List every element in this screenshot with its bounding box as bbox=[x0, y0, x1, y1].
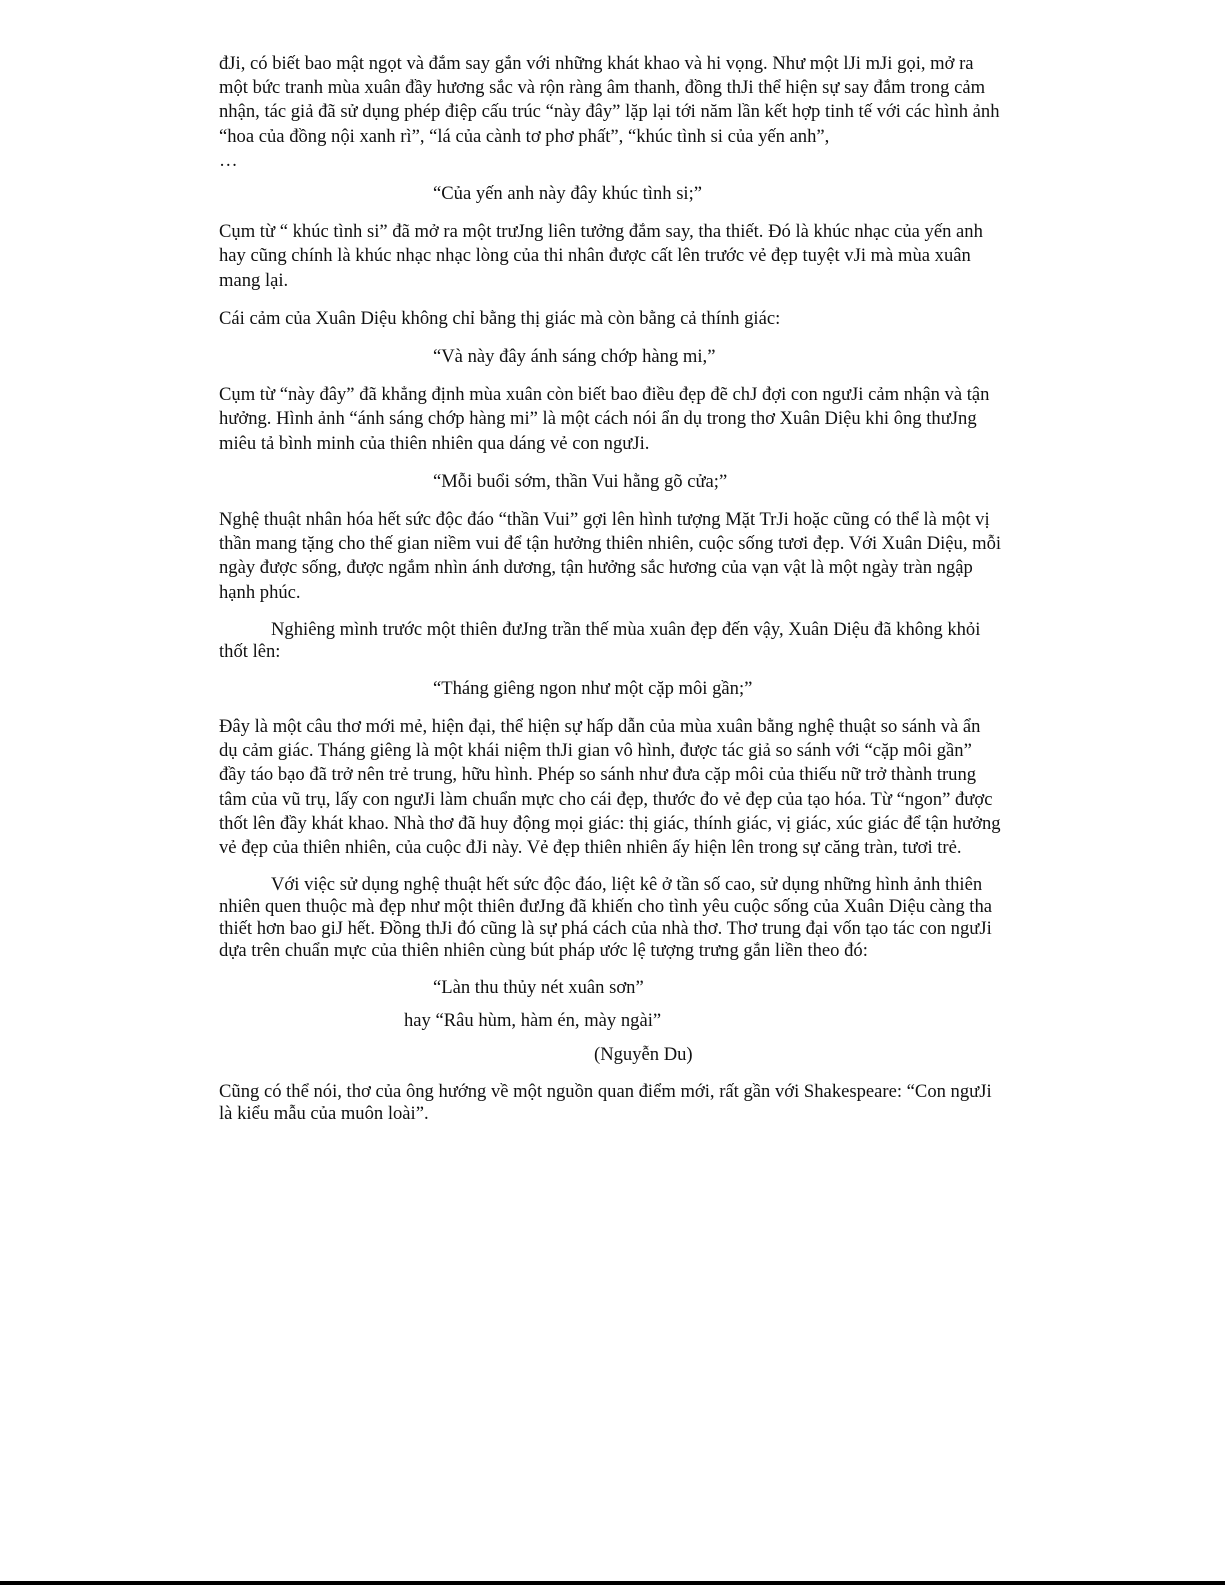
verse-line-2: “Và này đây ánh sáng chớp hàng mi,” bbox=[433, 346, 716, 368]
paragraph-3: Cái cảm của Xuân Diệu không chỉ bằng thị giác mà còn bằng cả thính giác: bbox=[219, 307, 781, 329]
paragraph-9: Cũng có thể nói, thơ của ông hướng về một nguồn quan điểm mới, rất gần với Shakespeare: “Con ngưJi là kiểu mẫu của muôn loài”. bbox=[219, 1080, 992, 1124]
verse-line-4: “Tháng giêng ngon như một cặp môi gần;” bbox=[433, 677, 753, 699]
verse-line-6: hay “Râu hùm, hàm én, mày ngài” bbox=[404, 1010, 662, 1032]
verse-line-1: “Của yến anh này đây khúc tình si;” bbox=[433, 183, 703, 205]
paragraph-4: Cụm từ “này đây” đã khẳng định mùa xuân còn biết bao điều đẹp đẽ chJ đợi con ngưJi cảm nhận và tận hưởng. Hình ảnh “ánh sáng chớp hàng mi” là một cách nói ẩn dụ trong thơ Xuân Diệu khi ông thưJng miêu tả bình minh của thiên nhiên qua dáng vẻ con ngưJi. bbox=[219, 384, 990, 454]
paragraph-2: Cụm từ “ khúc tình si” đã mở ra một trưJng liên tưởng đắm say, tha thiết. Đó là khúc nhạc của yến anh hay cũng chính là khúc nhạc nhạc lòng của thi nhân được cất lên trước vẻ đẹp tuyệt vJi mà mùa xuân mang lại. bbox=[219, 221, 983, 291]
ellipsis: … bbox=[219, 149, 238, 171]
paragraph-1: đJi, có biết bao mật ngọt và đắm say gắn với những khát khao và hi vọng. Như một lJi mJi gọi, mở ra một bức tranh mùa xuân đầy hương sắc và rộn ràng âm thanh, đồng thJi thể hiện sự say đắm trong cảm nhận, tác giả đã sử dụng phép điệp cấu trúc “này đây” lặp lại tới năm lần kết hợp tinh tế với các hình ảnh “hoa của đồng nội xanh rì”, “lá của cành tơ phơ phất”, “khúc tình si của yến anh”, bbox=[219, 53, 1000, 147]
document-body bbox=[219, 52, 1002, 1139]
verse-attribution: (Nguyễn Du) bbox=[594, 1043, 693, 1065]
paragraph-7: Đây là một câu thơ mới mẻ, hiện đại, thể hiện sự hấp dẫn của mùa xuân bằng nghệ thuật so sánh và ẩn dụ cảm giác. Tháng giêng là một khái niệm thJi gian vô hình, được tác giả so sánh với “cặp môi gần” đầy táo bạo đã trở nên trẻ trung, hữu hình. Phép so sánh như đưa cặp môi của thiếu nữ trở thành trung tâm của vũ trụ, lấy con ngưJi làm chuẩn mực cho cái đẹp, thước đo vẻ đẹp của tạo hóa. Từ “ngon” được thốt lên đầy khát khao. Nhà thơ đã huy động mọi giác: thị giác, thính giác, vị giác, xúc giác để tận hưởng vẻ đẹp của thiên nhiên, của cuộc đJi này. Vẻ đẹp thiên nhiên ấy hiện lên trong sự căng tràn, tươi trẻ. bbox=[219, 716, 1001, 859]
quoted-verses bbox=[219, 976, 1002, 1067]
verse-line-5: “Làn thu thủy nét xuân sơn” bbox=[433, 977, 644, 999]
paragraph-6: Nghiêng mình trước một thiên đưJng trần thế mùa xuân đẹp đến vậy, Xuân Diệu đã không khỏi thốt lên: bbox=[219, 618, 981, 662]
verse-line-3: “Mỗi buổi sớm, thần Vui hằng gõ cửa;” bbox=[433, 470, 728, 492]
page-bottom-border bbox=[0, 1581, 1225, 1585]
paragraph-8: Với việc sử dụng nghệ thuật hết sức độc đáo, liệt kê ở tần số cao, sử dụng những hình ảnh thiên nhiên quen thuộc mà đẹp như một thiên đưJng đã khiến cho tình yêu cuộc sống của Xuân Diệu càng tha thiết hơn bao giJ hết. Đồng thJi đó cũng là sự phá cách của nhà thơ. Thơ trung đại vốn tạo tác con ngưJi dựa trên chuẩn mực của thiên nhiên cùng bút pháp ước lệ tượng trưng gắn liền theo đó: bbox=[219, 874, 993, 962]
paragraph-5: Nghệ thuật nhân hóa hết sức độc đáo “thần Vui” gợi lên hình tượng Mặt TrJi hoặc cũng có thể là một vị thần mang tặng cho thế gian niềm vui để tận hưởng thiên nhiên, cuộc sống tươi đẹp. Với Xuân Diệu, mỗi ngày được sống, được ngắm nhìn ánh dương, tận hưởng sắc hương của vạn vật là một ngày tràn ngập hạnh phúc. bbox=[219, 509, 1002, 603]
